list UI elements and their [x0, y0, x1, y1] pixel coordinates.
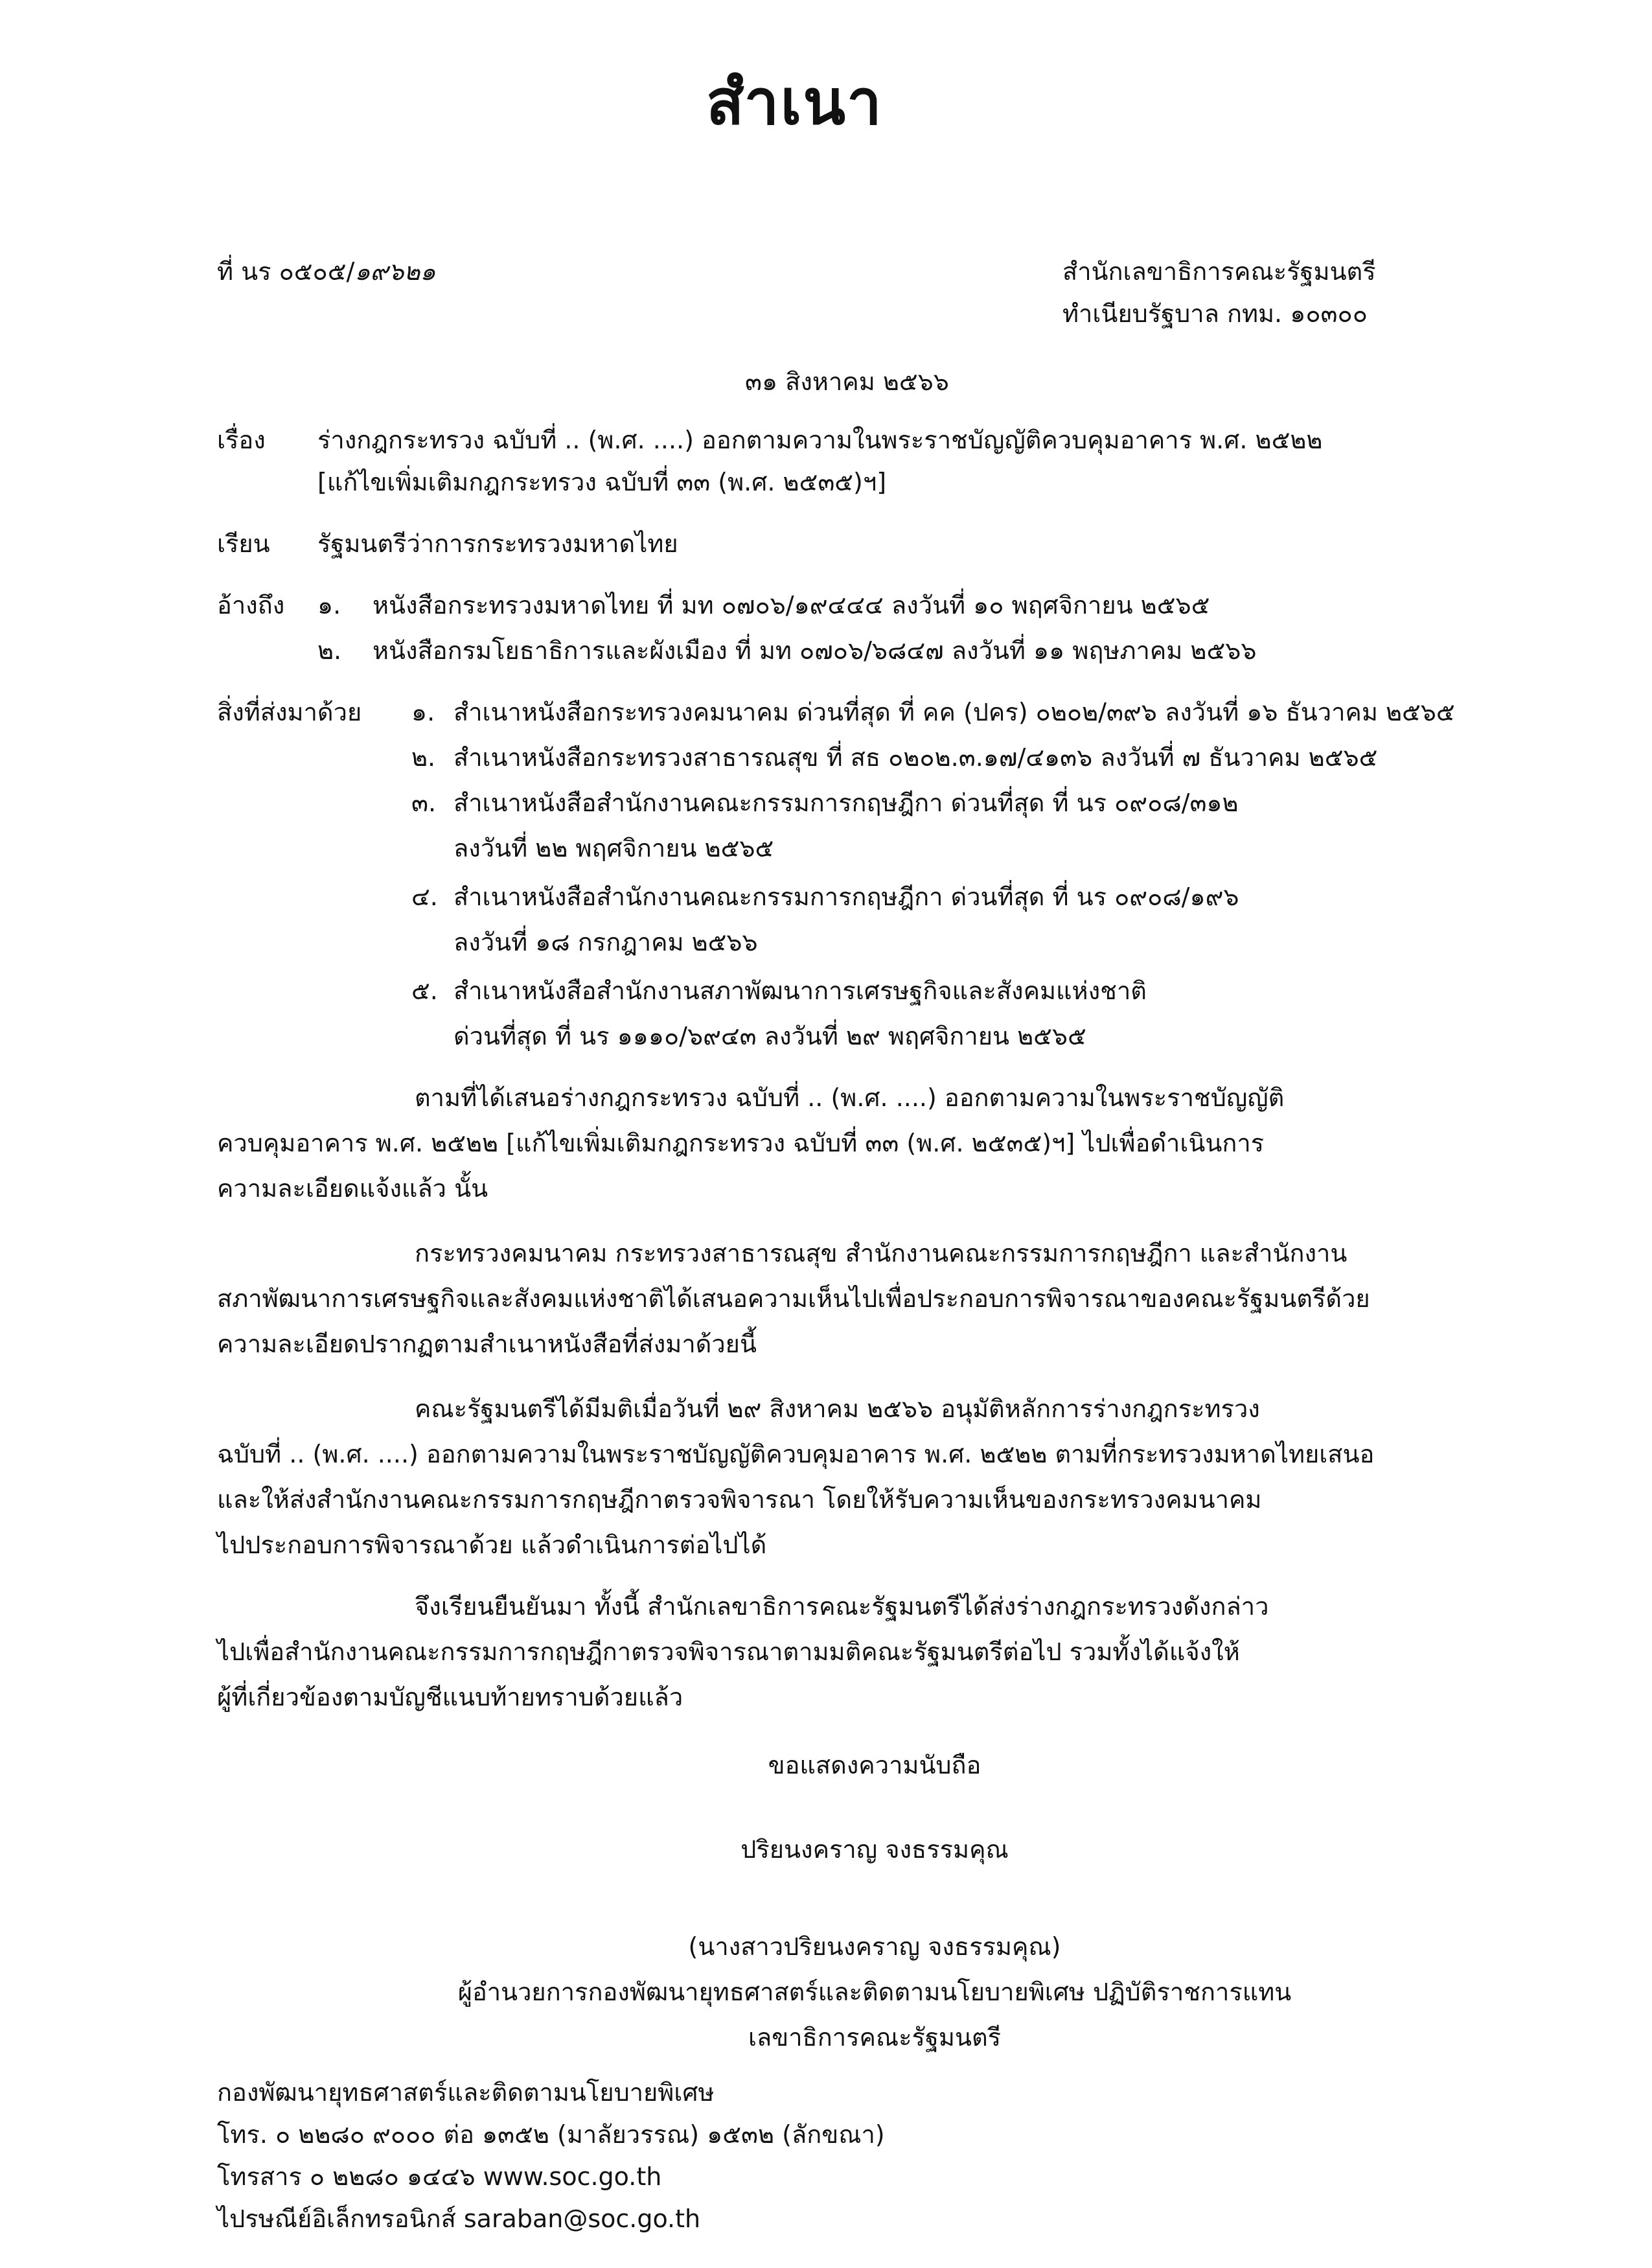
enclosure-item-line-1: สำเนาหนังสือกระทรวงสาธารณสุข ที่ สธ ๐๒๐๒.๓.๑๗/๔๑๓๖ ลงวันที่ ๗ ธันวาคม ๒๕๖๕ [453, 743, 1378, 772]
body-paragraph-line: และให้ส่งสำนักงานคณะกรรมการกฤษฎีกาตรวจพิจารณา โดยให้รับความเห็นของกระทรวงคมนาคม [217, 1485, 1262, 1514]
body-paragraph-line: คณะรัฐมนตรีได้มีมติเมื่อวันที่ ๒๙ สิงหาคม ๒๕๖๖ อนุมัติหลักการร่างกฎกระทรวง [415, 1394, 1260, 1423]
reference-number [217, 259, 436, 284]
subject-line-1: ร่างกฎกระทรวง ฉบับที่ .. (พ.ศ. ....) ออกตามความในพระราชบัญญัติควบคุมอาคาร พ.ศ. ๒๕๒๒ [317, 426, 1323, 454]
signed-name: ปริยนงคราญ จงธรรมคุณ [740, 1835, 1009, 1864]
body-paragraph-line: จึงเรียนยืนยันมา ทั้งนี้ สำนักเลขาธิการคณะรัฐมนตรีได้ส่งร่างกฎกระทรวงดังกล่าว [415, 1592, 1269, 1621]
footer-email: ไปรษณีย์อิเล็กทรอนิกส์ saraban@soc.go.th [217, 2204, 701, 2233]
signatory-full-name: (นางสาวปริยนงคราญ จงธรรมคุณ) [688, 1932, 1061, 1961]
enclosure-item-line-2: ด่วนที่สุด ที่ นร ๑๑๑๐/๖๙๔๓ ลงวันที่ ๒๙ พฤศจิกายน ๒๕๖๕ [453, 1022, 1086, 1050]
enclosure-item-num: ๓. [411, 789, 437, 817]
footer-telephone: โทร. ๐ ๒๒๘๐ ๙๐๐๐ ต่อ ๑๓๕๒ (มาลัยวรรณ) ๑๕๓๒ (ลักขณา) [217, 2120, 885, 2149]
subject-line-2: [แก้ไขเพิ่มเติมกฎกระทรวง ฉบับที่ ๓๓ (พ.ศ. ๒๕๓๕)ฯ] [317, 468, 887, 496]
enclosure-item-num: ๑. [411, 698, 435, 726]
reference-number-handwritten: ๑๙๖๒๑ [354, 257, 436, 286]
body-paragraph-line: ไปเพื่อสำนักงานคณะกรรมการกฤษฎีกาตรวจพิจารณาตามมติคณะรัฐมนตรีต่อไป รวมทั้งได้แจ้งให้ [217, 1637, 1240, 1666]
body-paragraph-line: กระทรวงคมนาคม กระทรวงสาธารณสุข สำนักงานคณะกรรมการกฤษฎีกา และสำนักงาน [415, 1239, 1348, 1267]
document-date: ๓๑ สิงหาคม ๒๕๖๖ [745, 367, 949, 396]
signatory-position-line-1: ผู้อำนวยการกองพัฒนายุทธศาสตร์และติดตามนโยบายพิเศษ ปฏิบัติราชการแทน [457, 1978, 1292, 2006]
body-paragraph-line: ฉบับที่ .. (พ.ศ. ....) ออกตามความในพระราชบัญญัติควบคุมอาคาร พ.ศ. ๒๕๒๒ ตามที่กระทรวงมหาดไทยเสนอ [217, 1440, 1375, 1468]
reference-item-num: ๒. [317, 636, 342, 665]
signatory-position-line-2: เลขาธิการคณะรัฐมนตรี [748, 2023, 1002, 2052]
body-paragraph-line: ไปประกอบการพิจารณาด้วย แล้วดำเนินการต่อไปได้ [217, 1531, 767, 1559]
body-paragraph-line: ผู้ที่เกี่ยวข้องตามบัญชีแนบท้ายทราบด้วยแล้ว [217, 1683, 683, 1711]
enclosure-item-line-1: สำเนาหนังสือกระทรวงคมนาคม ด่วนที่สุด ที่ คค (ปคร) ๐๒๐๒/๓๙๖ ลงวันที่ ๑๖ ธันวาคม ๒๕๖๕ [453, 698, 1455, 726]
to-label: เรียน [217, 529, 270, 558]
enclosure-item-num: ๕. [411, 977, 438, 1005]
document-title: สำเนา [706, 66, 883, 139]
enclosure-item-line-1: สำเนาหนังสือสำนักงานสภาพัฒนาการเศรษฐกิจและสังคมแห่งชาติ [453, 977, 1147, 1005]
enclosures-label: สิ่งที่ส่งมาด้วย [217, 698, 362, 726]
footer-fax: โทรสาร ๐ ๒๒๘๐ ๑๔๔๖ www.soc.go.th [217, 2162, 662, 2191]
enclosure-item-line-2: ลงวันที่ ๒๒ พฤศจิกายน ๒๕๖๕ [453, 834, 774, 862]
enclosure-item-line-1: สำเนาหนังสือสำนักงานคณะกรรมการกฤษฎีกา ด่วนที่สุด ที่ นร ๐๙๐๘/๓๑๒ [453, 789, 1239, 817]
body-paragraph-line: ตามที่ได้เสนอร่างกฎกระทรวง ฉบับที่ .. (พ.ศ. ....) ออกตามความในพระราชบัญญัติ [415, 1083, 1285, 1112]
body-paragraph-line: สภาพัฒนาการเศรษฐกิจและสังคมแห่งชาติได้เสนอความเห็นไปเพื่อประกอบการพิจารณาของคณะรัฐมนตรีด้วย [217, 1284, 1370, 1313]
enclosure-item-line-1: สำเนาหนังสือสำนักงานคณะกรรมการกฤษฎีกา ด่วนที่สุด ที่ นร ๐๙๐๘/๑๙๖ [453, 883, 1239, 911]
closing-phrase: ขอแสดงความนับถือ [768, 1751, 981, 1779]
footer-division: กองพัฒนายุทธศาสตร์และติดตามนโยบายพิเศษ [217, 2078, 715, 2107]
office-name: สำนักเลขาธิการคณะรัฐมนตรี [1062, 257, 1376, 286]
references-label: อ้างถึง [217, 591, 285, 619]
body-paragraph-line: ควบคุมอาคาร พ.ศ. ๒๕๒๒ [แก้ไขเพิ่มเติมกฎกระทรวง ฉบับที่ ๓๓ (พ.ศ. ๒๕๓๕)ฯ] ไปเพื่อดำเนินการ [217, 1129, 1265, 1157]
body-paragraph-line: ความละเอียดแจ้งแล้ว นั้น [217, 1174, 488, 1203]
reference-number-prefix: ที่ นร ๐๕๐๕/ [217, 257, 355, 286]
enclosure-item-num: ๔. [411, 883, 438, 911]
office-address: ทำเนียบรัฐบาล กทม. ๑๐๓๐๐ [1062, 299, 1368, 328]
subject-label: เรื่อง [217, 426, 266, 454]
enclosure-item-num: ๒. [411, 743, 436, 772]
reference-item-text: หนังสือกรมโยธาธิการและผังเมือง ที่ มท ๐๗๐๖/๖๘๔๗ ลงวันที่ ๑๑ พฤษภาคม ๒๕๖๖ [373, 636, 1257, 665]
reference-item-text: หนังสือกระทรวงมหาดไทย ที่ มท ๐๗๐๖/๑๙๔๔๔ ลงวันที่ ๑๐ พฤศจิกายน ๒๕๖๕ [373, 591, 1210, 619]
reference-item-num: ๑. [317, 591, 341, 619]
enclosure-item-line-2: ลงวันที่ ๑๘ กรกฎาคม ๒๕๖๖ [453, 928, 758, 956]
to-value: รัฐมนตรีว่าการกระทรวงมหาดไทย [317, 529, 678, 558]
body-paragraph-line: ความละเอียดปรากฏตามสำเนาหนังสือที่ส่งมาด้วยนี้ [217, 1330, 757, 1358]
